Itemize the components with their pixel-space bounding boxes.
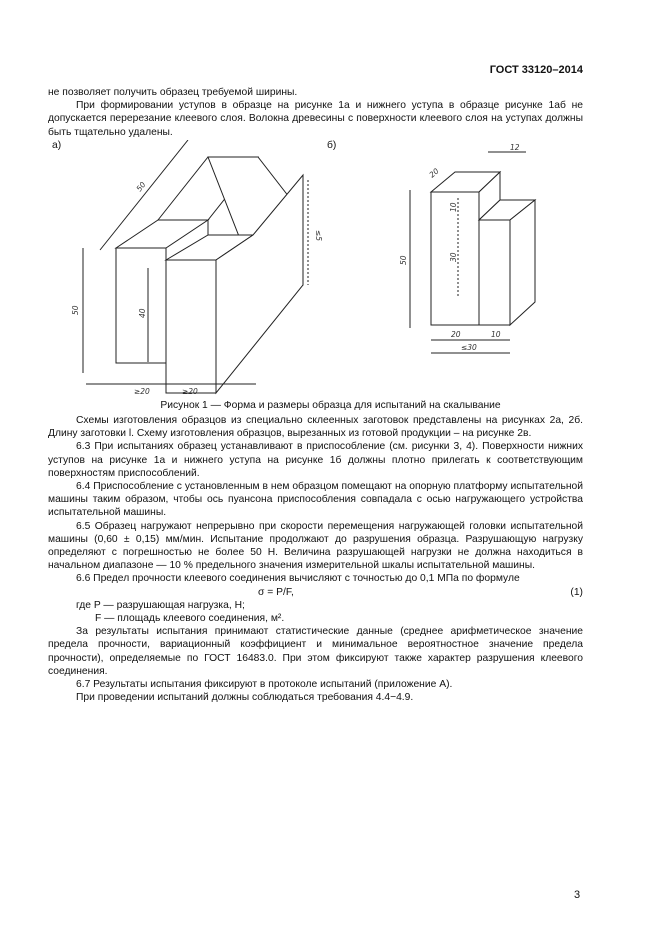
dim-b-upper: 10 bbox=[449, 202, 458, 212]
standard-header: ГОСТ 33120–2014 bbox=[489, 64, 583, 76]
paragraph-6-3: 6.3 При испытаниях образец устанавливают в приспособление (см. рисунки 3, 4). Поверхности нижних уступов на рисунке 1а и нижнего уступа на рисунке 1б должны плотно прилегать к соответствующим поверхностям приспособлений. bbox=[48, 441, 583, 479]
paragraph-6-4: 6.4 Приспособление с установленным в нем образцом помещают на опорную платформу испытательной машины таким образом, чтобы ось пуансона приспособления совпадала с осью нагружающего устройства испытательной машины. bbox=[48, 481, 583, 519]
dim-a-side: ≤5 bbox=[314, 230, 323, 242]
specimen-a-drawing bbox=[83, 140, 308, 393]
dim-a-length: 50 bbox=[134, 180, 148, 194]
body-text bbox=[48, 414, 583, 704]
intro-text bbox=[48, 86, 583, 139]
paragraph-6-7: 6.7 Результаты испытания фиксируют в протоколе испытаний (приложение А). bbox=[76, 679, 453, 691]
dim-b-base1: 20 bbox=[451, 330, 461, 339]
dim-b-top: 20 bbox=[427, 166, 441, 180]
dim-a-width2: ≥20 bbox=[182, 387, 198, 396]
dim-a-width1: ≥20 bbox=[134, 387, 150, 396]
dim-b-step: 12 bbox=[510, 143, 520, 152]
intro-line: не позволяет получить образец требуемой ширины. bbox=[48, 87, 298, 98]
figure-drawing bbox=[48, 140, 608, 400]
paragraph-6-5: 6.5 Образец нагружают непрерывно при скорости перемещения нагружающей головки испытательной машины (0,60 ± 0,15) мм/мин. Испытание продолжают до разрушения образца. Разрушающую нагрузку определяют с погрешностью не более 50 Н. Величина разрушающей нагрузки не должна находиться в начальном диапазоне — 10 % предельного значения измерительной шкалы испытательной машины. bbox=[48, 520, 583, 572]
formula-row bbox=[48, 586, 583, 599]
figure-1 bbox=[48, 140, 608, 400]
formula-number: (1) bbox=[570, 586, 583, 598]
intro-paragraph: При формировании уступов в образце на рисунке 1а и нижнего уступа в образце рисунке 1аб не допускается перерезание клеевого слоя. Волокна древесины с поверхности клеевого слоя на уступах должны быть тщательно удалены. bbox=[48, 100, 583, 138]
dim-b-total: 50 bbox=[399, 255, 408, 265]
figure-caption: Рисунок 1 — Форма и размеры образца для испытаний на скалывание bbox=[160, 400, 501, 411]
dim-b-overall: ≤30 bbox=[461, 343, 477, 352]
paragraph-6-6: 6.6 Предел прочности клеевого соединения вычисляют с точностью до 0,1 МПа по формуле bbox=[76, 573, 520, 585]
figure-label-b: б) bbox=[327, 140, 337, 151]
where-p: где P — разрушающая нагрузка, Н; bbox=[76, 599, 245, 611]
dim-b-lower: 30 bbox=[449, 252, 458, 262]
paragraph-requirements: При проведении испытаний должны соблюдаться требования 4.4−4.9. bbox=[76, 692, 414, 704]
dim-a-height: 50 bbox=[71, 305, 80, 315]
figure-label-a: а) bbox=[52, 140, 62, 151]
paragraph-schemes: Схемы изготовления образцов из специально склеенных заготовок представлены на рисунках 2а, 2б. Длину заготовки l. Схему изготовления образцов, вырезанных из готовой продукции – на рисунке 2в. bbox=[48, 415, 583, 440]
specimen-b-drawing bbox=[410, 152, 535, 353]
dim-a-inner: 40 bbox=[138, 308, 147, 318]
where-f: F — площадь клеевого соединения, м². bbox=[95, 613, 285, 625]
dim-b-base2: 10 bbox=[491, 330, 501, 339]
paragraph-result: За результаты испытания принимают статистические данные (среднее арифметическое значение предела прочности, вариационный коэффициент и минимальное вероятностное значение предела прочности), определяемые по ГОСТ 16483.0. При этом фиксируют также характер разрушения клеевого соединения. bbox=[48, 626, 583, 677]
formula: σ = P/F, bbox=[258, 586, 294, 598]
page-number: 3 bbox=[574, 889, 581, 901]
